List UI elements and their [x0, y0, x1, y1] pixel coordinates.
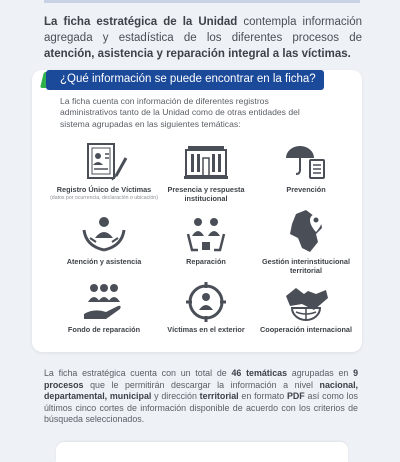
card-description: La ficha cuenta con información de diferentes registros administrativos tanto de la Unidad como de otras entidades del sistema agrupadas en las siguientes temáticas:	[60, 96, 300, 129]
summary-text: agrupadas en	[287, 368, 354, 378]
next-card	[56, 442, 348, 462]
summary-strong: 46 temáticas	[231, 368, 288, 378]
topic-label: Prevención	[286, 185, 326, 194]
building-icon	[178, 140, 234, 184]
topic-atencion[interactable]	[48, 212, 160, 267]
summary-paragraph	[44, 368, 358, 426]
hands-person-icon	[76, 212, 132, 256]
summary-strong: PDF	[286, 391, 305, 402]
intro-strong-end: atención, asistencia y reparación integral a las víctimas.	[44, 48, 351, 60]
topic-label: Atención y asistencia	[66, 257, 142, 266]
topic-label: Gestión interinstitucional territorial	[262, 257, 350, 275]
map-pin-icon	[278, 206, 334, 256]
summary-strong: nacional, departamental, municipal	[44, 379, 358, 402]
card-title: ¿Qué información se puede encontrar en la ficha?	[60, 73, 316, 85]
target-person-icon	[178, 280, 234, 324]
umbrella-checklist-icon	[278, 140, 334, 184]
topic-presencia[interactable]	[150, 140, 262, 204]
summary-text: en formato	[238, 391, 287, 402]
summary-text: La ficha estratégica cuenta con un total de	[44, 368, 232, 378]
topic-gestion[interactable]	[250, 206, 362, 276]
topic-cooperacion[interactable]	[250, 280, 362, 335]
topic-label: Reparación	[186, 257, 226, 266]
topic-note: (datos por ocurrencia, declaración o ubicación)	[50, 194, 158, 201]
topic-fondo[interactable]	[48, 280, 160, 335]
document-pen-icon	[76, 140, 132, 184]
group-hands-icon	[178, 212, 234, 256]
topic-registro[interactable]	[48, 140, 160, 201]
topic-reparacion[interactable]	[150, 212, 262, 267]
intro-strong-text: La ficha estratégica de la Unidad	[44, 16, 238, 28]
topic-exterior[interactable]	[150, 280, 262, 335]
summary-strong: territorial	[199, 391, 239, 402]
topic-label: Fondo de reparación	[67, 325, 141, 334]
summary-text: y dirección	[151, 391, 200, 402]
topic-label: Víctimas en el exterior	[167, 325, 245, 334]
summary-text: así como los últimos cinco cortes de información disponible de acuerdo con los criterios de búsqueda seleccionados.	[44, 391, 358, 425]
summary-strong: 9 procesos	[44, 368, 358, 390]
handshake-globe-icon	[278, 280, 334, 324]
intro-text: contempla información agregada y estadística de los diferentes procesos de	[44, 16, 362, 44]
intro-paragraph	[44, 14, 362, 62]
top-divider	[44, 0, 360, 3]
people-hand-icon	[76, 280, 132, 324]
topic-prevencion[interactable]	[250, 140, 362, 195]
topic-label: Registro Único de Víctimas	[56, 185, 152, 194]
topic-label: Presencia y respuesta institucional	[167, 185, 245, 203]
summary-text: que le permitirán descargar la información a nivel	[83, 379, 320, 390]
topic-label: Cooperación internacional	[259, 325, 353, 334]
